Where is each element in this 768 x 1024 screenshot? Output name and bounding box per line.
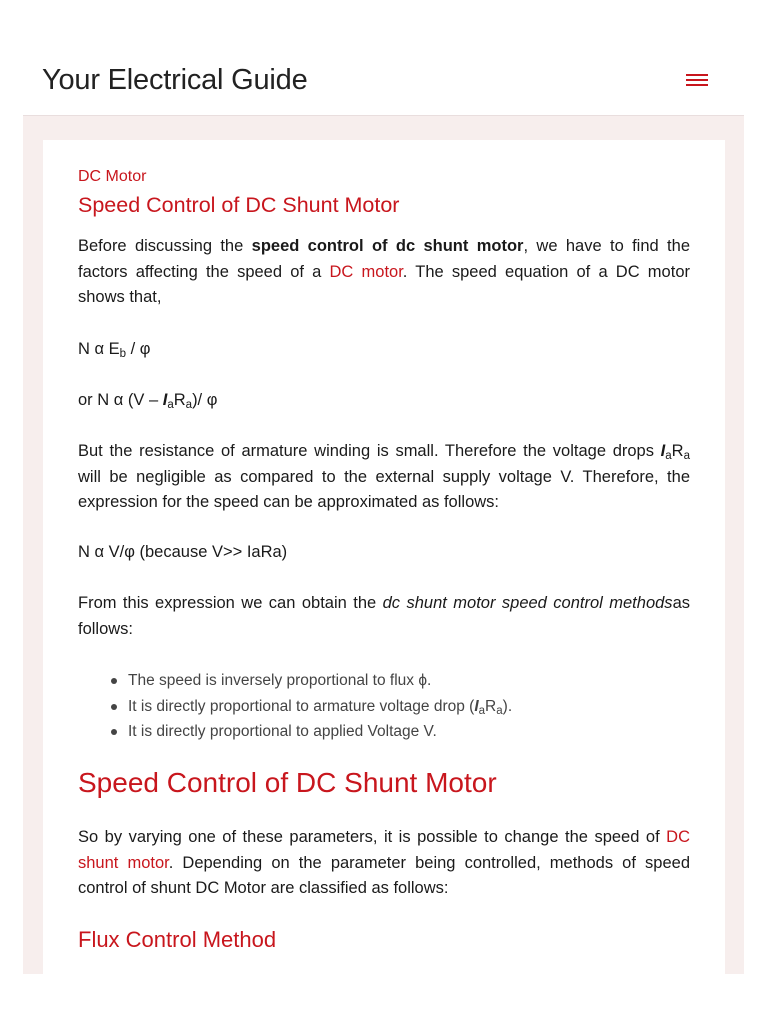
site-header	[23, 44, 744, 116]
dc-motor-link[interactable]: DC motor	[329, 262, 403, 281]
article-title: Speed Control of DC Shunt Motor	[78, 193, 400, 217]
list-item: The speed is inversely proportional to flux ϕ.	[78, 668, 690, 694]
parameters-paragraph: So by varying one of these parameters, it is possible to change the speed of DC shunt motor. Depending on the parameter being controlled, methods of speed control of shunt DC Motor are classified as follows:	[78, 828, 690, 897]
expression-paragraph: From this expression we can obtain the dc shunt motor speed control methodsas follows:	[78, 594, 690, 638]
list-item: It is directly proportional to applied Voltage V.	[78, 719, 690, 745]
bullet-icon	[111, 729, 117, 735]
bold-keyword: speed control of dc shunt motor	[251, 237, 524, 255]
bullet-icon	[111, 704, 117, 710]
site-title[interactable]: Your Electrical Guide	[42, 64, 308, 96]
dc-shunt-motor-link[interactable]: DC shunt motor	[78, 828, 690, 872]
hamburger-menu-icon[interactable]	[686, 72, 708, 88]
flux-control-heading: Flux Control Method	[78, 927, 277, 952]
approx-equation: N α V/φ (because V>> IaRa)	[78, 543, 288, 561]
category-link[interactable]: DC Motor	[78, 168, 147, 185]
list-item: It is directly proportional to armature voltage drop $(I_aR_a)$.	[78, 694, 690, 720]
bullet-icon	[111, 678, 117, 684]
article-card	[43, 140, 725, 974]
speed-equation: N α $E_b$ / φ	[78, 340, 151, 360]
section-heading: Speed Control of DC Shunt Motor	[78, 767, 497, 798]
resistance-paragraph: But the resistance of armature winding is small. Therefore the voltage drops $I_aR_a$ will be negligible as compared to the external supply voltage V. Therefore, the expression for the speed can be approximated as follows:	[78, 442, 690, 511]
factor-list	[78, 668, 690, 745]
intro-paragraph: Before discussing the speed control of dc shunt motor, we have to find the factors affecting the speed of a DC motor. The speed equation of a DC motor shows that,	[78, 237, 690, 306]
speed-equation-expanded: or N α $(V - I_aR_a)/$ φ	[78, 391, 218, 411]
